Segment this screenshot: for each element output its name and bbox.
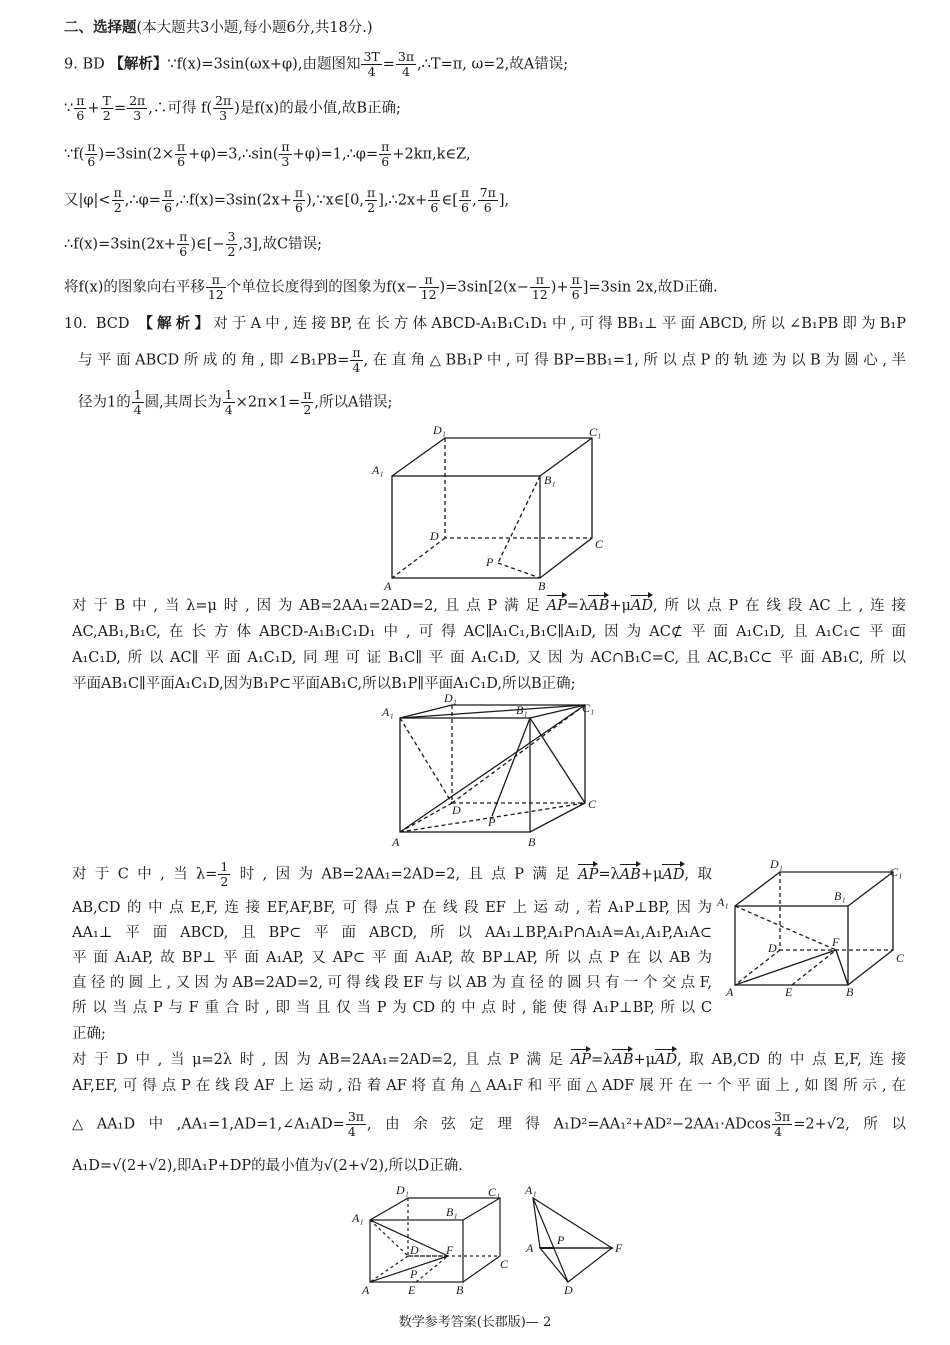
text-run: ,∴T=π, ω=2,故A错误; [417,56,569,73]
text-run: =λ [598,866,620,883]
label-E: E [785,985,793,999]
text-run: ∵f( [64,146,85,163]
vector: AB [612,1052,634,1068]
label-C: C [595,537,604,551]
text-run: 对于A中,连接BP,在长方体ABCD-A₁B₁C₁D₁中,可得BB₁⊥平面ABCD,所以∠B₁PB即为B₁P [213,316,906,332]
bold-label: 二、选择题 [64,20,137,36]
denominator: 4 [774,1124,783,1139]
vector: AD [655,1052,678,1068]
vector: AD [630,598,654,614]
text-run: ],∴2x+ [378,192,428,209]
numerator: 3T [363,49,380,64]
text-run: 对于D中,当μ=2λ时,因为AB=2AA₁=2AD=2,且点P满足 [72,1052,571,1068]
label-C: C [588,797,597,811]
label-B: B [456,1283,464,1297]
numerator: 2π [129,93,146,108]
numerator: π [303,387,312,402]
text-run: ,所以A错误; [314,394,393,411]
text-run: )∈[− [190,236,225,253]
label-C1: C₁ [890,865,903,879]
denominator: 4 [352,360,361,375]
numerator: 1 [220,859,229,874]
label-D1: D₁ [433,423,446,437]
label-A1: A₁ [352,1211,364,1225]
denominator: 2 [113,200,122,215]
numerator: 3 [227,229,236,244]
text-run: +μ [609,598,631,614]
text-run: ,取 [684,866,713,883]
text-run: 时,因为AB=2AA₁=2AD=2,且点P满足 [231,866,579,883]
label-B1: B₁ [544,473,556,487]
bold-label: 【解析】 [138,316,214,332]
label-B: B [846,985,854,999]
denominator: 6 [294,200,303,215]
denominator: 4 [347,1124,356,1139]
denominator: 4 [224,402,233,417]
text-run: ∴f(x)=3sin(2x+ [64,236,177,253]
text-run: 9. BD [64,56,110,73]
text-run: +2kπ,k∈Z, [392,146,471,163]
numerator: 7π [479,185,496,200]
label-B: B [538,579,546,593]
numerator: π [419,273,439,288]
text-run: AA₁⊥平面ABCD,且BP⊂平面ABCD,所以AA₁⊥BP,A₁P∩A₁A=A₁,A₁P,A₁A⊂ [72,925,712,941]
text-run: )=3sin(2× [98,146,174,163]
text-run: 平面A₁AP,故BP⊥平面A₁AP,又AP⊂平面A₁AP,故BP⊥AP,所以点P在以AB为 [72,950,712,966]
vector: AD [662,866,685,883]
denominator: 6 [87,154,96,169]
numerator: π [163,185,173,200]
denominator: 2 [227,244,236,259]
vector: AP [546,598,567,614]
text-run: 将f(x)的图象向右平移 [64,279,205,296]
label-D: D [452,803,461,817]
denominator: 6 [76,108,85,123]
label-C: C [500,1257,509,1271]
numerator: 2π [215,93,232,108]
text-run: )=3sin[2(x− [439,279,529,296]
denominator: 12 [531,287,548,302]
text-run: 对于B中,当λ=μ时,因为AB=2AA₁=2AD=2,且点P满足 [72,598,547,614]
denominator: 2 [102,108,111,123]
denominator: 6 [571,287,580,302]
text-run: ]=3sin 2x,故D正确. [582,279,718,296]
label-A: A [526,1241,534,1255]
denominator: 12 [207,287,224,302]
numerator: 3π [397,49,415,64]
numerator: π [366,185,376,200]
numerator: 1 [224,387,233,402]
label-B1: B₁ [446,1205,458,1219]
text-run: A₁C₁D,所以AC∥平面A₁C₁D,同理可证B₁C∥平面A₁C₁D,又因为AC∩B₁C=C,且AC,B₁C⊂平面AB₁C,所以 [72,650,906,666]
numerator: T [102,93,111,108]
text-run: ),∵x∈[0, [306,192,364,209]
label-B1: B₁ [516,703,528,717]
denominator: 6 [164,200,173,215]
numerator: π [430,185,439,200]
numerator: π [76,93,85,108]
denominator: 3 [219,108,228,123]
label-D: D [564,1283,573,1297]
numerator: π [113,185,122,200]
text-run: =λ [591,1052,613,1068]
denominator: 6 [179,244,188,259]
text-run: ,∴f(x)=3sin(2x+ [175,192,292,209]
text-run: 直径的圆上,又因为AB=2AD=2,可得线段EF与以AB为直径的圆只有一个交点F, [72,975,712,991]
label-C1: C₁ [589,425,602,439]
text-run: AC,AB₁,B₁C,在长方体ABCD-A₁B₁C₁D₁中,可得AC∥A₁C₁,B₁C∥A₁D,因为AC⊄平面A₁C₁D,且A₁C₁⊂平面 [72,624,906,640]
text-run: ,3],故C错误; [238,236,323,253]
text-run: 与平面ABCD所成的角,即∠B₁PB= [78,352,350,369]
text-run: ∈[ [441,192,458,209]
text-run: 个单位长度得到的图象为f(x− [226,279,418,296]
text-run: AB,CD的中点E,F,连接EF,AF,BF,可得点P在线段EF上运动,若A₁P⊥BP,因为 [72,900,712,916]
text-run: 又|φ|< [64,192,111,209]
label-A1: A₁ [717,895,729,909]
denominator: 2 [220,874,229,889]
text-run: +μ [640,866,663,883]
label-C: C [896,951,905,965]
numerator: π [530,273,550,288]
text-run: + [87,100,100,117]
label-C1: C₁ [488,1185,501,1199]
numerator: π [87,139,96,154]
label-B: B [528,835,536,849]
numerator: π [571,272,580,287]
label-F: F [446,1243,454,1257]
denominator: 6 [460,200,469,215]
text-run: ,取AB,CD的中点E,F,连接 [677,1052,906,1068]
text-run: 所以当点P与F重合时,即当且仅当P为CD的中点时,能使得A₁P⊥BP,所以C [72,1000,712,1016]
vector: AP [570,1052,591,1068]
label-A1: A₁ [372,463,384,477]
label-D: D [768,941,777,955]
text-run: =2+√2,所以 [793,1116,906,1133]
text-run: ,∴可得 f( [148,100,213,117]
text-run: , [472,192,477,209]
denominator: 12 [420,287,437,302]
bold-label: 【解析】 [109,56,168,73]
label-D1: D₁ [770,857,783,871]
numerator: π [206,273,226,288]
label-A: A [392,835,400,849]
text-run: △AA₁D中,AA₁=1,AD=1,∠A₁AD= [72,1116,345,1133]
denominator: 6 [483,200,492,215]
text-run: +φ)=3,∴sin( [188,146,279,163]
label-D: D [430,529,439,543]
label-A1: A₁ [525,1183,537,1197]
numerator: π [281,139,290,154]
denominator: 6 [381,154,390,169]
denominator: 4 [133,402,142,417]
text-run: ,在直角△BB₁P中,可得BP=BB₁=1,所以点P的轨迹为以B为圆心,半 [363,352,906,369]
text-run: ,∴φ= [124,192,161,209]
numerator: π [294,185,304,200]
text-run: 10. BCD [64,316,139,332]
numerator: 3π [774,1109,791,1124]
numerator: π [381,139,390,154]
text-run: A₁D=√(2+√2),即A₁P+DP的最小值为√(2+√2),所以D正确. [72,1158,463,1174]
denominator: 2 [303,402,312,417]
text-run: ,所以点P在线段AC上,连接 [653,598,906,614]
label-A: A [362,1283,370,1297]
text-run: ∵ [64,100,74,117]
label-D: D [410,1243,419,1257]
label-F: F [832,935,840,949]
text-run: ,由余弦定理得A₁D²=AA₁²+AD²−2AA₁·ADcos [366,1116,772,1133]
numerator: 1 [133,387,142,402]
numerator: π [176,139,186,154]
vector: AB [619,866,641,883]
vector: AB [588,598,610,614]
text-run: ], [498,192,510,209]
numerator: π [460,185,470,200]
text-run: (本大题共3小题,每小题6分,共18分.) [136,20,373,36]
text-run: 平面AB₁C∥平面A₁C₁D,因为B₁P⊂平面AB₁C,所以B₁P∥平面A₁C₁D,所以B正确; [72,676,576,692]
label-E: E [408,1283,416,1297]
text-run: )+ [550,279,569,296]
label-F: F [615,1241,623,1255]
denominator: 2 [367,200,376,215]
denominator: 6 [430,200,439,215]
label-A: A [384,579,392,593]
text-run: = [113,100,127,117]
text-run: )是f(x)的最小值,故B正确; [234,100,401,117]
numerator: π [179,229,188,244]
label-D1: D₁ [444,691,457,705]
denominator: 4 [367,64,376,79]
label-P: P [488,815,496,829]
label-A: A [726,985,734,999]
label-P: P [557,1233,565,1247]
text-run: ∵f(x)=3sin(ωx+φ),由题图知 [167,56,361,73]
label-C1: C₁ [582,701,595,715]
label-A1: A₁ [382,705,394,719]
vector: AP [578,866,599,883]
numerator: 3π [347,1109,364,1124]
denominator: 3 [281,154,290,169]
text-run: =λ [566,598,589,614]
text-run: AF,EF,可得点P在线段AF上运动,沿着AF将直角△AA₁F和平面△ADF展开在一个平面上,如图所示,在 [72,1078,906,1094]
text-run: +μ [633,1052,656,1068]
text-run: 正确; [72,1026,106,1042]
label-D1: D₁ [396,1183,409,1197]
text-run: ×2π×1= [235,394,301,411]
label-P: P [486,555,494,569]
label-B1: B₁ [834,889,846,903]
page-footer: 数学参考答案(长郡版)— 2 [398,1315,552,1330]
denominator: 3 [133,108,142,123]
text-run: 对于C中,当λ= [72,866,218,883]
text-run: 圆,其周长为 [144,394,222,411]
text-run: +φ)=1,∴φ= [292,146,379,163]
text-run: 径为1的 [78,394,131,411]
text-run: = [382,56,395,73]
numerator: π [352,345,361,360]
denominator: 4 [402,64,410,79]
label-P: P [410,1267,418,1281]
denominator: 6 [177,154,186,169]
